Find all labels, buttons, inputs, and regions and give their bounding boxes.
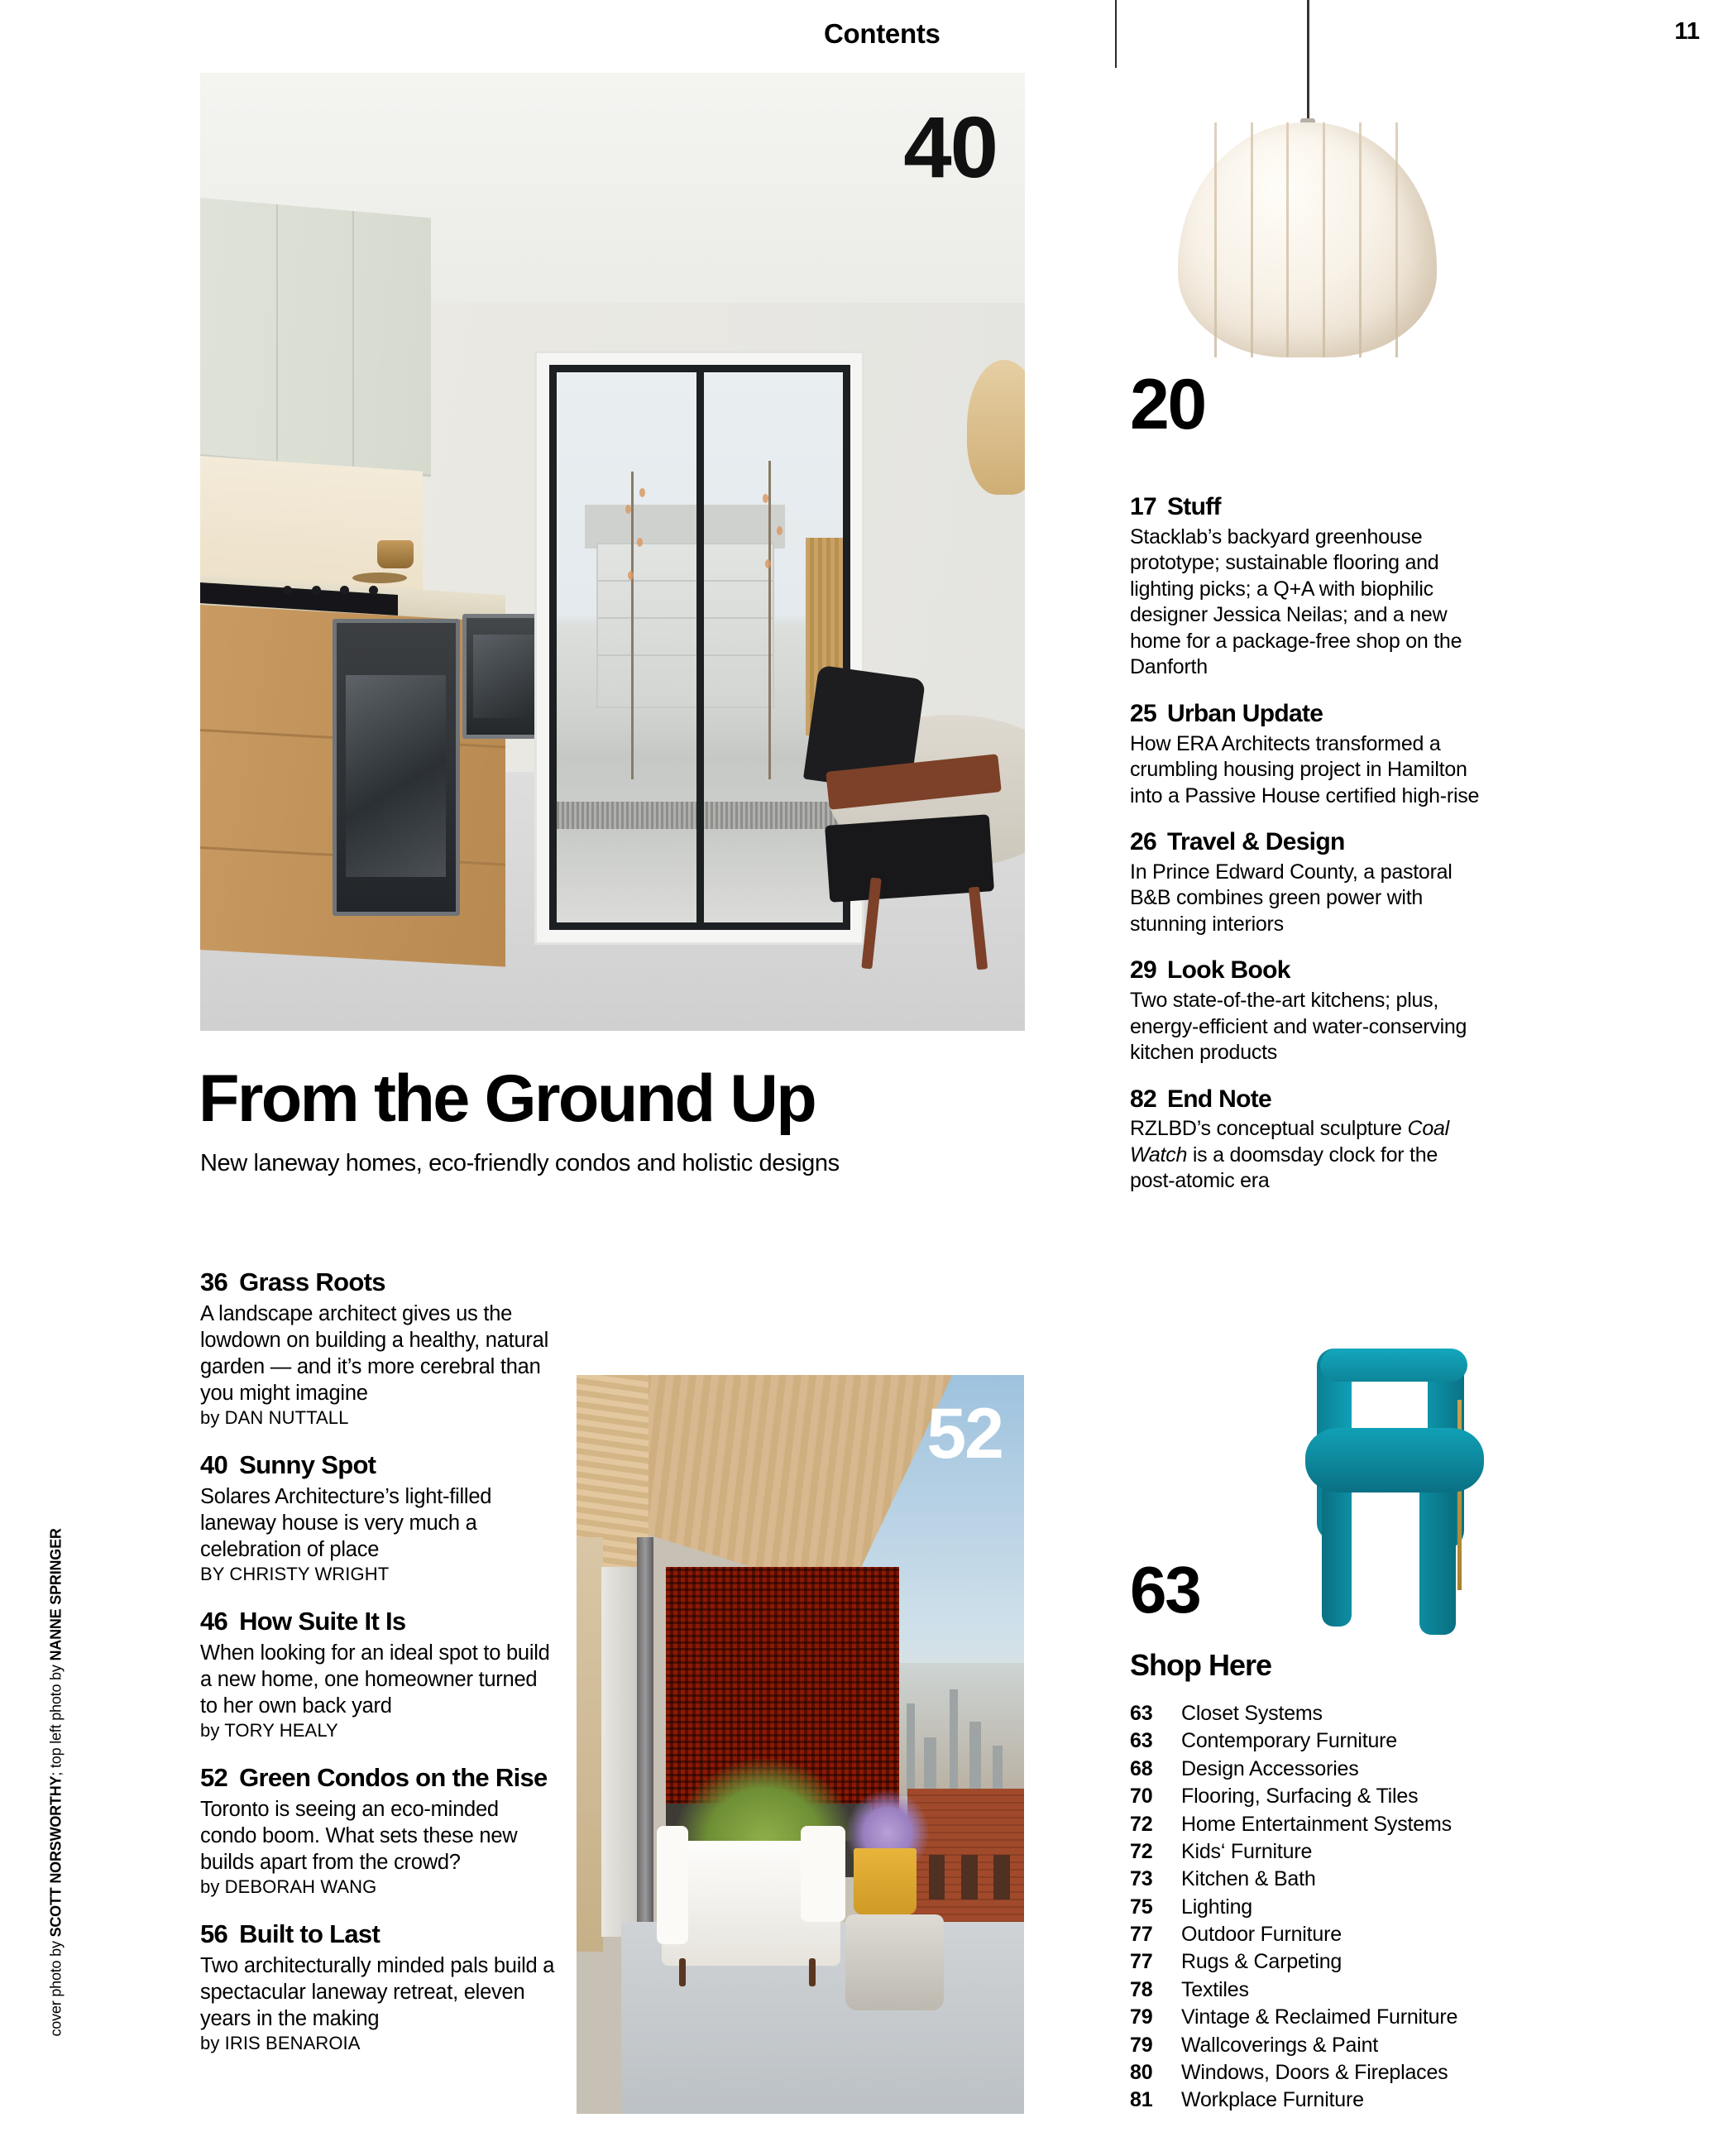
list-item[interactable] bbox=[1130, 828, 1481, 937]
shop-page: 81 bbox=[1130, 2088, 1153, 2112]
shop-label: Workplace Furniture bbox=[1181, 2088, 1364, 2112]
entry-heading bbox=[200, 1607, 556, 1636]
shop-page: 72 bbox=[1130, 1812, 1153, 1836]
entry-title: How Suite It Is bbox=[239, 1606, 406, 1636]
shop-label: Vintage & Reclaimed Furniture bbox=[1181, 2005, 1458, 2029]
entry-page: 17 bbox=[1130, 493, 1156, 520]
shop-page: 77 bbox=[1130, 1950, 1153, 1974]
list-item[interactable] bbox=[1130, 1727, 1626, 1755]
entry-title: Urban Update bbox=[1166, 699, 1323, 727]
list-item[interactable] bbox=[1130, 1921, 1626, 1948]
entry-description: When looking for an ideal spot to build a new home, one homeowner turned to her own back yard bbox=[200, 1641, 550, 1718]
list-item[interactable] bbox=[1130, 1756, 1626, 1783]
list-item[interactable] bbox=[1130, 1811, 1626, 1838]
feature-headline: From the Ground Up bbox=[199, 1061, 816, 1136]
list-item[interactable] bbox=[1130, 1085, 1481, 1195]
entry-heading bbox=[1130, 828, 1481, 857]
entry-heading bbox=[1130, 956, 1481, 985]
entry-page: 82 bbox=[1130, 1085, 1156, 1113]
chair-leg-left bbox=[1322, 1481, 1352, 1627]
credit-prefix: cover photo by bbox=[47, 1937, 65, 2037]
entry-description: Stacklab’s backyard greenhouse prototype; sustainable flooring and lighting picks; a Q+A with biophilic designer Jessica Neilas; and a new home for a package-free shop on the Danforth bbox=[1130, 525, 1462, 679]
entry-heading bbox=[200, 1919, 556, 1949]
shop-label: Outdoor Furniture bbox=[1181, 1923, 1342, 1946]
yellow-planter-pot bbox=[854, 1848, 917, 1914]
entry-heading bbox=[200, 1763, 556, 1793]
city-skyline bbox=[881, 1663, 1024, 1796]
entry-byline: by DEBORAH WANG bbox=[200, 1876, 377, 1897]
list-item[interactable] bbox=[1130, 1948, 1626, 1976]
side-table bbox=[845, 1914, 944, 2010]
list-item[interactable] bbox=[200, 1919, 556, 2054]
shop-label: Rugs & Carpeting bbox=[1181, 1950, 1343, 1974]
shop-page: 75 bbox=[1130, 1895, 1153, 1919]
folio-number: 11 bbox=[1674, 18, 1700, 45]
upper-cabinets bbox=[200, 198, 431, 477]
entry-byline: BY CHRISTY WRIGHT bbox=[200, 1563, 390, 1584]
pendant-lamp-photo bbox=[1143, 0, 1474, 372]
lamp-page-number: 20 bbox=[1130, 365, 1205, 444]
shop-label: Design Accessories bbox=[1181, 1756, 1359, 1780]
shop-label: Wallcoverings & Paint bbox=[1181, 2033, 1379, 2057]
shop-page: 63 bbox=[1130, 1702, 1153, 1725]
entry-byline: by TORY HEALY bbox=[200, 1719, 338, 1741]
balcony-photo bbox=[577, 1375, 1024, 2114]
shop-page: 80 bbox=[1130, 2060, 1153, 2084]
entry-title: Sunny Spot bbox=[239, 1449, 376, 1479]
list-item[interactable] bbox=[1130, 493, 1481, 681]
lamp-shade bbox=[1178, 122, 1437, 357]
list-item[interactable] bbox=[1130, 1838, 1626, 1866]
entry-heading bbox=[1130, 493, 1481, 522]
header-rule bbox=[1115, 0, 1117, 68]
shop-label: Flooring, Surfacing & Tiles bbox=[1181, 1785, 1419, 1809]
list-item[interactable] bbox=[200, 1450, 556, 1585]
list-item[interactable] bbox=[1130, 1976, 1626, 2004]
feature-subhead: New laneway homes, eco-friendly condos and holistic designs bbox=[200, 1150, 840, 1176]
list-item[interactable] bbox=[1130, 956, 1481, 1066]
teal-chair-photo bbox=[1274, 1349, 1522, 1638]
shop-page: 79 bbox=[1130, 2005, 1153, 2029]
entry-description: Two state-of-the-art kitchens; plus, energy-efficient and water-conserving kitchen products bbox=[1130, 989, 1467, 1065]
endnote-italic-title: Coal Watch bbox=[1130, 1117, 1449, 1167]
curtain bbox=[601, 1567, 637, 1937]
entry-heading bbox=[1130, 1085, 1481, 1114]
shop-here-heading: Shop Here bbox=[1130, 1648, 1272, 1682]
page-title: Contents bbox=[824, 18, 940, 49]
list-item[interactable] bbox=[1130, 2087, 1626, 2114]
entry-page: 25 bbox=[1130, 699, 1156, 727]
interior-wall bbox=[577, 1537, 603, 1951]
entry-page: 40 bbox=[200, 1449, 228, 1479]
entry-page: 52 bbox=[200, 1762, 228, 1792]
list-item[interactable] bbox=[1130, 1783, 1626, 1810]
chair-seat bbox=[1305, 1428, 1484, 1492]
credit-middle: ; top left photo by bbox=[47, 1660, 65, 1776]
entry-title: Stuff bbox=[1166, 493, 1221, 520]
entry-page: 56 bbox=[200, 1919, 228, 1948]
shop-label: Kitchen & Bath bbox=[1181, 1867, 1316, 1891]
endnote-text-2: is a doomsday clock for the post-atomic era bbox=[1130, 1143, 1438, 1193]
feature-page-number: 40 bbox=[903, 99, 997, 196]
shop-page: 72 bbox=[1130, 1839, 1153, 1863]
balcony-page-number: 52 bbox=[926, 1394, 1003, 1473]
entry-description: A landscape architect gives us the lowdown on building a healthy, natural garden — and it’s more cerebral than you might imagine bbox=[200, 1301, 548, 1405]
wall-oven bbox=[333, 619, 461, 916]
entry-title: End Note bbox=[1166, 1085, 1272, 1113]
shop-page: 68 bbox=[1130, 1756, 1153, 1780]
photo-credit bbox=[47, 1528, 65, 2037]
departments-list bbox=[1130, 493, 1481, 1214]
entry-heading bbox=[200, 1450, 556, 1480]
list-item[interactable] bbox=[1130, 1700, 1626, 1727]
credit-name-2: NANNE SPRINGER bbox=[47, 1528, 65, 1661]
entry-title: Travel & Design bbox=[1166, 828, 1345, 856]
entry-page: 46 bbox=[200, 1606, 228, 1636]
shop-page-number: 63 bbox=[1130, 1553, 1200, 1627]
entry-title: Built to Last bbox=[239, 1919, 380, 1948]
counter-pot bbox=[377, 540, 414, 568]
entry-heading bbox=[200, 1267, 556, 1297]
entry-description: Solares Architecture’s light-filled laneway house is very much a celebration of place bbox=[200, 1484, 492, 1561]
list-item[interactable] bbox=[200, 1267, 556, 1429]
entry-title: Look Book bbox=[1166, 956, 1290, 985]
entry-byline: by IRIS BENAROIA bbox=[200, 2032, 361, 2053]
shop-label: Textiles bbox=[1181, 1977, 1249, 2001]
list-item[interactable] bbox=[200, 1607, 556, 1742]
shop-label: Lighting bbox=[1181, 1895, 1252, 1919]
list-item[interactable] bbox=[1130, 700, 1481, 809]
entry-page: 36 bbox=[200, 1267, 228, 1296]
sliding-glass-door bbox=[549, 365, 850, 930]
shop-page: 78 bbox=[1130, 1977, 1153, 2001]
entry-page: 26 bbox=[1130, 828, 1156, 856]
shop-page: 77 bbox=[1130, 1923, 1153, 1946]
entry-heading bbox=[1130, 700, 1481, 729]
list-item[interactable] bbox=[1130, 1894, 1626, 1921]
shop-label: Windows, Doors & Fireplaces bbox=[1181, 2060, 1448, 2084]
entry-description: Toronto is seeing an eco-minded condo boom. What sets these new builds apart from the crowd? bbox=[200, 1797, 518, 1874]
entry-description: In Prince Edward County, a pastoral B&B combines green power with stunning interiors bbox=[1130, 860, 1453, 936]
feature-photo-kitchen bbox=[200, 73, 1025, 1031]
entry-page: 29 bbox=[1130, 956, 1156, 985]
entry-description bbox=[1130, 1116, 1481, 1195]
credit-name-1: SCOTT NORSWORTHY bbox=[47, 1775, 65, 1938]
entry-description: Two architecturally minded pals build a spectacular laneway retreat, eleven years in the making bbox=[200, 1953, 555, 2030]
list-item[interactable] bbox=[1130, 2032, 1626, 2059]
shop-label: Home Entertainment Systems bbox=[1181, 1812, 1452, 1836]
entry-title: Green Condos on the Rise bbox=[239, 1762, 548, 1792]
shop-page: 70 bbox=[1130, 1785, 1153, 1809]
shop-page: 79 bbox=[1130, 2033, 1153, 2057]
list-item[interactable] bbox=[1130, 2059, 1626, 2087]
shop-here-list bbox=[1130, 1700, 1626, 2115]
endnote-text-1: RZLBD’s conceptual sculpture bbox=[1130, 1117, 1408, 1141]
list-item[interactable] bbox=[1130, 1866, 1626, 1893]
entry-byline: by DAN NUTTALL bbox=[200, 1406, 349, 1428]
shop-label: Closet Systems bbox=[1181, 1702, 1323, 1725]
chair-leg-right bbox=[1419, 1481, 1456, 1635]
shop-page: 73 bbox=[1130, 1867, 1153, 1891]
entry-description: How ERA Architects transformed a crumbling housing project in Hamilton into a Passive House certified high-rise bbox=[1130, 731, 1480, 807]
chair-backrest bbox=[1320, 1349, 1467, 1382]
list-item[interactable] bbox=[1130, 2004, 1626, 2031]
lamp-cord bbox=[1307, 0, 1309, 122]
shop-label: Kids‘ Furniture bbox=[1181, 1839, 1313, 1863]
features-list bbox=[200, 1267, 556, 2076]
list-item[interactable] bbox=[200, 1763, 556, 1898]
entry-title: Grass Roots bbox=[239, 1267, 385, 1296]
shop-page: 63 bbox=[1130, 1729, 1153, 1753]
shop-label: Contemporary Furniture bbox=[1181, 1729, 1397, 1753]
